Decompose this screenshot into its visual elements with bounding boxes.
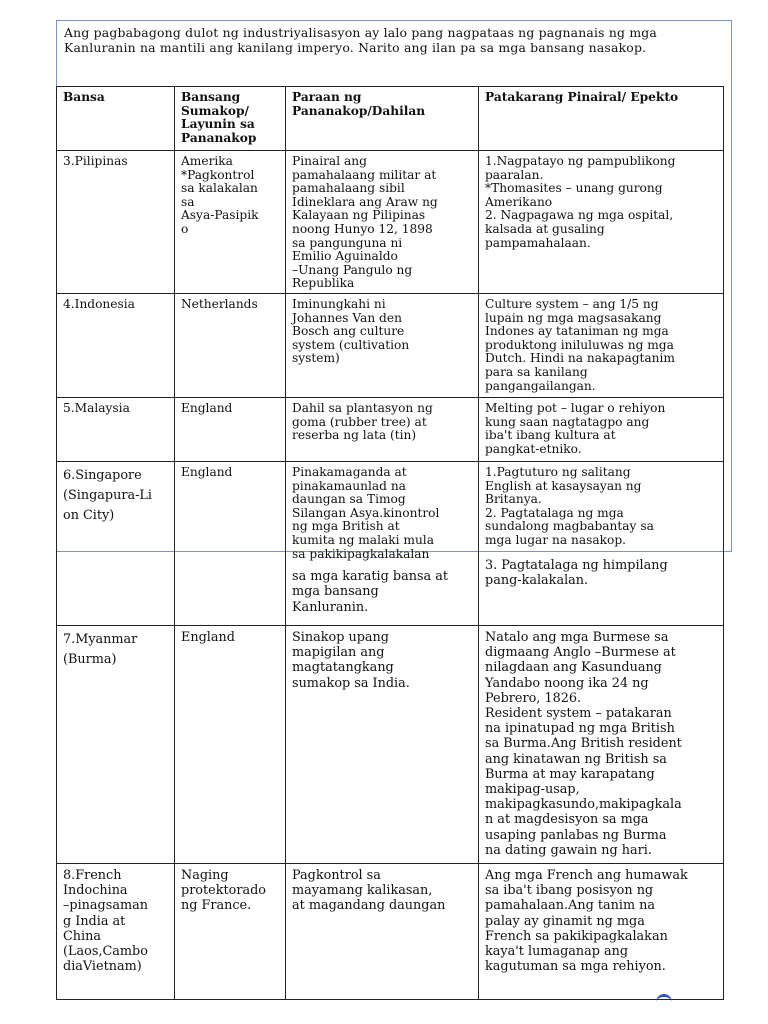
cell-patakaran: Natalo ang mga Burmese sa digmaang Anglo –Burmese at nilagdaan ang Kasunduang Yandabo noong ika 24 ng Pebrero, 1826. Resident system – patakaran na ipinatupad ng mga British sa Burma.Ang British resident ang kinatawan ng British sa Burma at may karapatang makipag-usap, makipagkasundo,makipagkala n at magdesisyon sa mga usaping panlabas ng Burma na dating gawain ng hari. bbox=[479, 625, 724, 863]
cell-patakaran: Culture system – ang 1/5 ng lupain ng mga magsasakang Indones ay tataniman ng mga produktong iniluluwas ng mga Dutch. Hindi na nakapagtanim para sa kanilang pangangailangan. bbox=[479, 293, 724, 397]
header-paraan: Paraan ng Pananakop/Dahilan bbox=[286, 87, 479, 151]
header-sumakop: Bansang Sumakop/ Layunin sa Pananakop bbox=[175, 87, 286, 151]
cell-patakaran: Ang mga French ang humawak sa iba't ibang posisyon ng pamahalaan.Ang tanim na palay ay ginamit ng mga French sa pakikipagkalakan kaya't lumaganap ang kagutuman sa mga rehiyon. bbox=[479, 863, 724, 999]
cell-paraan: Pagkontrol sa mayamang kalikasan, at magandang daungan bbox=[286, 863, 479, 999]
table-row bbox=[57, 397, 724, 461]
header-bansa: Bansa bbox=[57, 87, 175, 151]
table-row bbox=[57, 293, 724, 397]
table-row bbox=[57, 461, 724, 625]
cell-bansa: 5.Malaysia bbox=[57, 397, 175, 461]
cell-sumakop: Netherlands bbox=[175, 293, 286, 397]
cell-patakaran-continued: 3. Pagtatalaga ng himpilang pang-kalakalan. bbox=[485, 557, 668, 588]
cell-paraan: Sinakop upang mapigilan ang magtatangkang sumakop sa India. bbox=[286, 625, 479, 863]
intro-paragraph: Ang pagbabagong dulot ng industriyalisasyon ay lalo pang nagpataas ng pagnanais ng mga Kanluranin na mantili ang kanilang imperyo. Narito ang ilan pa sa mga bansang nasakop. bbox=[64, 25, 657, 55]
header-patakaran: Patakarang Pinairal/ Epekto bbox=[479, 87, 724, 151]
cell-paraan: Iminungkahi ni Johannes Van den Bosch ang culture system (cultivation system) bbox=[286, 293, 479, 397]
page-corner-mark bbox=[656, 994, 672, 1005]
table-header-row bbox=[57, 87, 724, 151]
cell-paraan: Pinakamaganda at pinakamaunlad na daungan sa Timog Silangan Asya.kinontrol ng mga British at kumita ng malaki mula sa pakikipagkalakalan sa mga karatig bansa at mga bansang Kanluranin. bbox=[286, 461, 479, 625]
cell-paraan-continued: sa mga karatig bansa at mga bansang Kanluranin. bbox=[292, 569, 449, 615]
cell-sumakop: England bbox=[175, 397, 286, 461]
table-row bbox=[57, 863, 724, 999]
cell-bansa: 4.Indonesia bbox=[57, 293, 175, 397]
cell-paraan: Pinairal ang pamahalaang militar at pamahalaang sibil Idineklara ang Araw ng Kalayaan ng Pilipinas noong Hunyo 12, 1898 sa pangunguna ni Emilio Aguinaldo –Unang Pangulo ng Republika bbox=[286, 151, 479, 294]
cell-bansa: 6.Singapore (Singapura-Li on City) bbox=[57, 461, 175, 625]
table-row bbox=[57, 625, 724, 863]
cell-bansa: 3.Pilipinas bbox=[57, 151, 175, 294]
cell-sumakop: Naging protektorado ng France. bbox=[175, 863, 286, 999]
cell-patakaran: 1.Nagpatayo ng pampublikong paaralan. *Thomasites – unang gurong Amerikano 2. Nagpagawa ng mga ospital, kalsada at gusaling pampamahalaan. bbox=[479, 151, 724, 294]
cell-bansa: 7.Myanmar (Burma) bbox=[57, 625, 175, 863]
cell-sumakop: England bbox=[175, 461, 286, 625]
cell-bansa: 8.French Indochina –pinagsaman g India at China (Laos,Cambo diaVietnam) bbox=[57, 863, 175, 999]
cell-sumakop: Amerika *Pagkontrol sa kalakalan sa Asya-Pasipik o bbox=[175, 151, 286, 294]
colonization-table bbox=[56, 86, 724, 1000]
cell-patakaran: 1.Pagtuturo ng salitang English at kasaysayan ng Britanya. 2. Pagtatalaga ng mga sundalong magbabantay sa mga lugar na nasakop. 3. Pagtatalaga ng himpilang pang-kalakalan. bbox=[479, 461, 724, 625]
cell-sumakop: England bbox=[175, 625, 286, 863]
cell-patakaran: Melting pot – lugar o rehiyon kung saan nagtatagpo ang iba't ibang kultura at pangkat-etniko. bbox=[479, 397, 724, 461]
table-row bbox=[57, 151, 724, 294]
cell-paraan: Dahil sa plantasyon ng goma (rubber tree) at reserba ng lata (tin) bbox=[286, 397, 479, 461]
